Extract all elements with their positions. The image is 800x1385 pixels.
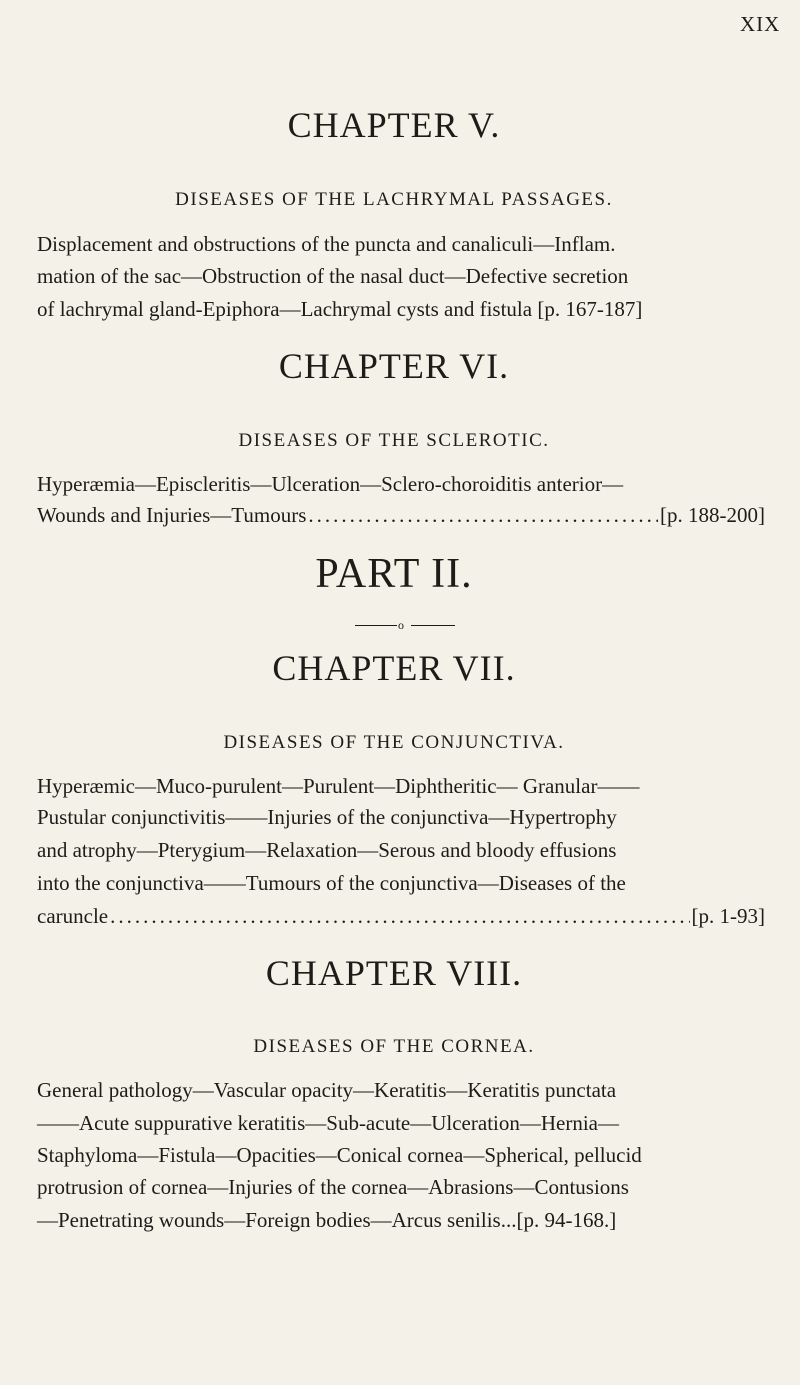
chapter-5-heading: DISEASES OF THE LACHRYMAL PASSAGES.	[175, 189, 613, 210]
chapter-7-contents-line-1: Hyperæmic—Muco-purulent—Purulent—Diphtheritic— Granular——	[37, 774, 640, 798]
chapter-7-contents-line-4: into the conjunctiva——Tumours of the conjunctiva—Diseases of the	[37, 871, 626, 895]
dot-leader	[110, 902, 689, 930]
chapter-6-title: CHAPTER VI.	[278, 346, 510, 386]
chapter-7-last-line-text: caruncle	[37, 904, 109, 928]
chapter-8-contents-line-2: ——Acute suppurative keratitis—Sub-acute—Ulceration—Hernia—	[37, 1111, 619, 1135]
chapter-7-title: CHAPTER VII.	[272, 648, 516, 688]
chapter-8-contents-line-3: Staphyloma—Fistula—Opacities—Conical cornea—Spherical, pellucid	[37, 1143, 642, 1167]
chapter-7-contents-line-3: and atrophy—Pterygium—Relaxation—Serous and bloody effusions	[37, 838, 617, 862]
chapter-6-page-range: [p. 188-200]	[660, 503, 765, 527]
chapter-7-page-range: [p. 1-93]	[691, 904, 765, 928]
chapter-5-contents-line-2: mation of the sac—Obstruction of the nasal duct—Defective secretion	[37, 264, 629, 288]
page-number: XIX	[740, 12, 781, 36]
chapter-7-heading: DISEASES OF THE CONJUNCTIVA.	[223, 732, 565, 753]
chapter-6-contents-line-2	[37, 501, 765, 529]
chapter-5-contents-line-1: Displacement and obstructions of the puncta and canaliculi—Inflam.	[37, 232, 616, 256]
chapter-8-contents-line-5: —Penetrating wounds—Foreign bodies—Arcus senilis...[p. 94-168.]	[37, 1208, 617, 1232]
chapter-6-contents-line-1: Hyperæmia—Episcleritis—Ulceration—Sclero-choroiditis anterior—	[37, 472, 624, 496]
chapter-7-contents-line-2: Pustular conjunctivitis——Injuries of the conjunctiva—Hypertrophy	[37, 805, 617, 829]
chapter-8-title: CHAPTER VIII.	[265, 953, 523, 993]
divider-ring-mark: o	[398, 618, 404, 632]
part-2-title: PART II.	[315, 551, 473, 597]
chapter-8-contents-line-1: General pathology—Vascular opacity—Keratitis—Keratitis punctata	[37, 1078, 617, 1102]
divider-rule-left	[355, 625, 397, 626]
chapter-8-heading: DISEASES OF THE CORNEA.	[253, 1036, 535, 1057]
chapter-5-title: CHAPTER V.	[287, 105, 501, 145]
divider-rule-right	[411, 625, 455, 626]
chapter-6-last-line-text: Wounds and Injuries—Tumours	[37, 503, 307, 527]
dot-leader	[308, 501, 658, 529]
chapter-8-contents-line-4: protrusion of cornea—Injuries of the cornea—Abrasions—Contusions	[37, 1175, 629, 1199]
chapter-7-contents-line-5	[37, 902, 765, 930]
chapter-6-heading: DISEASES OF THE SCLEROTIC.	[238, 430, 550, 451]
section-divider	[355, 619, 455, 631]
chapter-5-contents-line-3: of lachrymal gland-Epiphora—Lachrymal cysts and fistula [p. 167-187]	[37, 297, 643, 321]
